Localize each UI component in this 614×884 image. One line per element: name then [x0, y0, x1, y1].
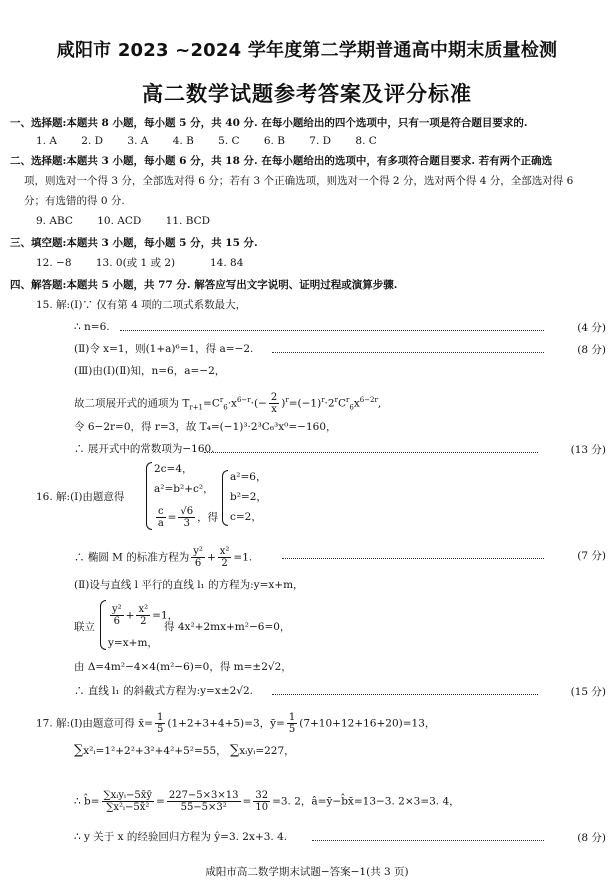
q15-line-1: 15. 解:(Ⅰ)∵ 仅有第 4 项的二项式系数最大，	[36, 299, 247, 311]
section4-heading: 四、解答题:本题共 5 小题，共 77 分. 解答应写出文字说明、证明过程或演算步骤.	[10, 279, 398, 291]
q16-label: 16. 解:(Ⅰ)由题意得	[36, 491, 125, 503]
q15-line-4: (Ⅲ)由(Ⅰ)(Ⅱ)知，n=6，a=−2，	[74, 365, 226, 377]
answer-1: 1. A	[36, 135, 57, 147]
q16-line-6: ∴ 直线 l₁ 的斜截式方程为:y=x±2√2.	[74, 685, 253, 697]
dot-leader	[312, 840, 544, 841]
q16-system-1-eq1: 2c=4，	[154, 463, 193, 475]
page-footer: 咸阳市高二数学期末试题−答案−1(共 3 页)	[205, 866, 409, 878]
answer-14: 14. 84	[210, 257, 244, 269]
q16-system-3-eq2: y=x+m，	[108, 637, 158, 649]
q16-simultaneous-label: 联立	[74, 621, 95, 633]
dot-leader	[282, 558, 544, 559]
dot-leader	[272, 694, 538, 695]
section2-answers	[36, 214, 614, 228]
answer-6: 6. B	[263, 135, 285, 147]
dot-leader	[204, 452, 538, 453]
section2-heading-2: 项，则选对一个得 3 分，全部选对得 6 分；若有 3 个正确选项，则选对一个得 2 分，选对两个得 4 分，全部选对得 6	[24, 175, 574, 187]
answer-8: 8. C	[355, 135, 377, 147]
answer-2: 2. D	[81, 135, 104, 147]
q16-line-3: (Ⅱ)设与直线 l 平行的直线 l₁ 的方程为:y=x+m，	[74, 579, 304, 591]
q17-score: (8 分)	[577, 832, 606, 844]
section2-heading-1: 二、选择题:本题共 3 小题，每小题 6 分，共 18 分. 在每小题给出的选项中，有多项符合题目要求. 若有两个正确选	[10, 155, 553, 167]
q16-score-2: (15 分)	[570, 686, 606, 698]
q15-line-6: 令 6−2r=0，得 r=3，故 T₄=(−1)³·2³C₆³x⁰=−160，	[74, 421, 337, 433]
left-brace	[100, 600, 106, 650]
q15-line-3: (Ⅱ)令 x=1，则(1+a)⁶=1，得 a=−2.	[74, 343, 254, 355]
q17-slope: ∴ b̂= $\frac{\text{∑xᵢyᵢ−5x̄ȳ}}{\text{∑x²ᵢ−5x̄²}}$ = $\frac{227-5\times 3\times 13}{\text{55−5×3²}}$ = $\frac{32}{10}$ =3. 2，â=ȳ−b̂x̄=13−3. 2×3=3. 4，	[74, 790, 460, 813]
answer-12: 12. −8	[36, 257, 72, 269]
q16-system-2-eq2: b²=2，	[230, 491, 267, 503]
answer-9: 9. ABC	[36, 215, 73, 227]
answer-11: 11. BCD	[165, 215, 211, 227]
left-brace	[146, 462, 152, 530]
section1-answers	[36, 134, 614, 148]
section3-answers	[36, 256, 614, 270]
q16-system-1-eq3: $\frac{c}{a}$ = $\frac{√6}{3}$ ，得	[157, 506, 219, 529]
q15-score-1: (4 分)	[577, 322, 606, 334]
answer-13: 13. 0(或 1 或 2)	[95, 257, 176, 269]
q15-general-term: 故二项展开式的通项为 $T_{r+1}=C^r_6\cdot x^{6-r}\cdot(-$ $\frac{2}{x}$ )$^r=(-1)^r\cdot 2^rC^r_6x^{6-2r}$,	[74, 392, 382, 415]
q16-quadratic: 得 4x²+2mx+m²−6=0，	[164, 621, 291, 633]
left-brace	[222, 470, 228, 526]
q15-score-3: (13 分)	[570, 444, 606, 456]
q15-line-7: ∴ 展开式中的常数项为−160.	[74, 443, 215, 455]
q16-ellipse-equation: ∴ 椭圆 M 的标准方程为 $\frac{\text{y²}}{6}$ + $\frac{\text{x²}}{2}$ =1.	[74, 546, 253, 569]
dot-leader	[120, 330, 544, 331]
q17-line-4: ∴ y 关于 x 的经验回归方程为 ŷ=3. 2x+3. 4.	[74, 831, 288, 843]
q17-sums: ∑x²ᵢ=1²+2²+3²+4²+5²=55， ∑xᵢyᵢ=227，	[74, 743, 295, 758]
section1-heading: 一、选择题:本题共 8 小题，每小题 5 分，共 40 分. 在每小题给出的四个选项中，只有一项是符合题目要求的.	[10, 117, 528, 129]
answer-title: 高二数学试题参考答案及评分标准	[142, 82, 472, 106]
answer-4: 4. B	[172, 135, 194, 147]
answer-10: 10. ACD	[97, 215, 142, 227]
q17-means: 17. 解:(Ⅰ)由题意可得 x̄= $\frac{1}{5}$ (1+2+3+4+5)=3，ȳ= $\frac{1}{5}$ (7+10+12+16+20)=13，	[36, 712, 436, 735]
answer-3: 3. A	[127, 135, 149, 147]
q16-score-1: (7 分)	[577, 550, 606, 562]
answer-7: 7. D	[309, 135, 332, 147]
q15-score-2: (8 分)	[577, 344, 606, 356]
answer-5: 5. C	[218, 135, 240, 147]
q16-system-3-eq1: $\frac{\text{y²}}{6}$ + $\frac{\text{x²}}{2}$ =1，	[112, 604, 179, 627]
q16-system-2-eq3: c=2，	[230, 511, 262, 523]
q15-line-2: ∴ n=6.	[74, 321, 110, 333]
dot-leader	[272, 352, 544, 353]
q16-system-1-eq2: a²=b²+c²，	[154, 483, 214, 495]
section3-heading: 三、填空题:本题共 3 小题，每小题 5 分，共 15 分.	[10, 237, 258, 249]
exam-title: 咸阳市 2023 ~2024 学年度第二学期普通高中期末质量检测	[56, 40, 558, 61]
q16-line-5: 由 Δ=4m²−4×4(m²−6)=0，得 m=±2√2，	[74, 661, 292, 673]
section2-heading-3: 分；有选错的得 0 分.	[24, 195, 125, 207]
q16-system-2-eq1: a²=6，	[230, 471, 267, 483]
